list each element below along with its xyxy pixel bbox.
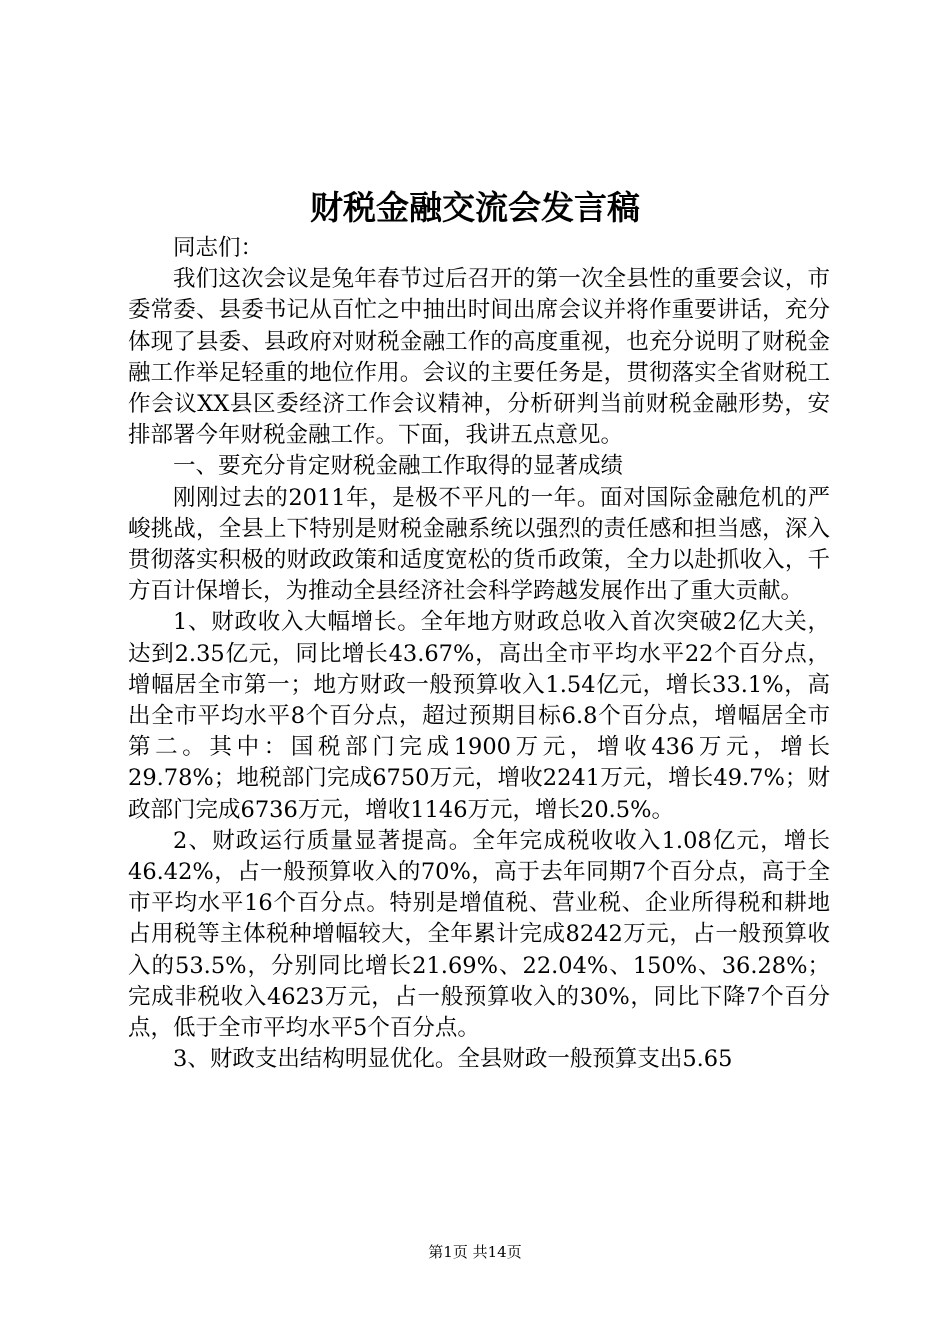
document-title: 财税金融交流会发言稿	[310, 188, 640, 227]
section-heading-1: 一、要充分肯定财税金融工作取得的显著成绩	[173, 453, 624, 480]
document-body	[128, 233, 830, 1075]
paragraph-point-2: 2、财政运行质量显著提高。全年完成税收收入1.08亿元，增长46.42%，占一般预算收入的70%，高于去年同期7个百分点，高于全市平均水平16个百分点。特别是增值税、营业税、企业所得税和耕地占用税等主体税种增幅较大，全年累计完成8242万元，占一般预算收入的53.5%，分别同比增长21.69%、22.04%、150%、36.28%；完成非税收入4623万元，占一般预算收入的30%，同比下降7个百分点，低于全市平均水平5个百分点。	[128, 827, 830, 1042]
salutation: 同志们：	[173, 235, 264, 261]
paragraph-point-1: 1、财政收入大幅增长。全年地方财政总收入首次突破2亿大关，达到2.35亿元，同比增长43.67%，高出全市平均水平22个百分点，增幅居全市第一；地方财政一般预算收入1.54亿元，增长33.1%，高出全市平均水平8个百分点，超过预期目标6.8个百分点，增幅居全市第二。其中：国税部门完成1900万元，增收436万元，增长29.78%；地税部门完成6750万元，增收2241万元，增长49.7%；财政部门完成6736万元，增收1146万元，增长20.5%。	[128, 609, 830, 823]
paragraph-review: 刚刚过去的2011年，是极不平凡的一年。面对国际金融危机的严峻挑战，全县上下特别是财税金融系统以强烈的责任感和担当感，深入贯彻落实积极的财政政策和适度宽松的货币政策，全力以赴抓收入，千方百计保增长，为推动全县经济社会科学跨越发展作出了重大贡献。	[128, 484, 830, 605]
paragraph-point-3: 3、财政支出结构明显优化。全县财政一般预算支出5.65	[173, 1046, 733, 1073]
paragraph-intro: 我们这次会议是兔年春节过后召开的第一次全县性的重要会议，市委常委、县委书记从百忙之中抽出时间出席会议并将作重要讲话，充分体现了县委、县政府对财税金融工作的高度重视，也充分说明了财税金融工作举足轻重的地位作用。会议的主要任务是，贯彻落实全省财税工作会议XX县区委经济工作会议精神，分析研判当前财税金融形势，安排部署今年财税金融工作。下面，我讲五点意见。	[128, 266, 830, 449]
page-footer: 第1页 共14页	[428, 1243, 522, 1261]
